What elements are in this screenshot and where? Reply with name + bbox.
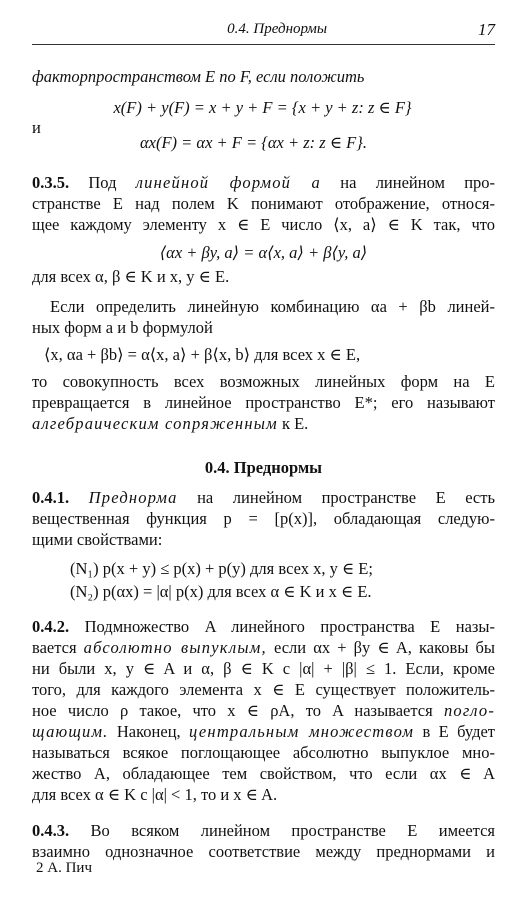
- text-line: для всех α ∈ K с |α| < 1, то и x ∈ A.: [32, 785, 278, 804]
- item-number: 0.4.1.: [32, 488, 70, 507]
- text-line: странстве E над полем K понимают отображение, относя-: [32, 194, 495, 213]
- text: ное число ρ такое, что x ∈ ρA, то A называется: [32, 701, 433, 720]
- page-number: 17: [478, 20, 495, 39]
- text: Подмножество A линейного пространства E назы-: [84, 617, 495, 636]
- axiom-n2: (N₂) p(αx) = |α| p(x) для всех α ∈ K и x ∈ E.: [70, 582, 372, 601]
- defined-term: абсолютно выпуклым,: [83, 638, 267, 657]
- text: Под: [88, 173, 117, 192]
- text: если αx + βy ∈ A, каковы бы: [273, 638, 496, 657]
- text-line: и: [32, 118, 41, 137]
- text-line: Если определить линейную комбинацию αa + βb линей-: [50, 297, 495, 316]
- text-line: щее каждому элементу x ∈ E число ⟨x, a⟩ ∈ K так, что: [32, 215, 495, 234]
- section-heading: 0.4. Преднормы: [204, 458, 323, 477]
- defined-term: линейной формой a: [135, 173, 322, 192]
- text-line: [32, 700, 495, 721]
- text-line: того, для каждого элемента x ∈ E существует положитель-: [32, 680, 495, 699]
- paragraph-0-3-5-line: [32, 172, 495, 193]
- text-line: вещественная функция p = [p(x)], обладающая следую-: [32, 509, 495, 528]
- text-line: щими свойствами:: [32, 530, 163, 549]
- text-line: [32, 637, 495, 658]
- text-line: факторпространством E по F, если положить: [32, 67, 365, 86]
- defined-term: центральным множеством: [189, 722, 415, 741]
- paragraph-0-4-1-line: [32, 487, 495, 508]
- text: к E.: [281, 414, 309, 433]
- defined-term: алгебраическим сопряженным: [32, 414, 278, 433]
- axiom-n1: (N₁) p(x + y) ≤ p(x) + p(y) для всех x, y ∈ E;: [70, 559, 373, 578]
- text-line: превращается в линейное пространство E*; его называют: [32, 393, 495, 412]
- item-number: 0.3.5.: [32, 173, 70, 192]
- defined-term: погло-: [443, 701, 496, 720]
- equation: ⟨αx + βy, a⟩ = α⟨x, a⟩ + β⟨y, a⟩: [159, 243, 368, 262]
- item-number: 0.4.3.: [32, 821, 70, 840]
- text-line: то совокупность всех возможных линейных форм на E: [32, 372, 495, 391]
- text-line: [32, 721, 495, 742]
- text: вается: [32, 638, 77, 657]
- text: Наконец,: [116, 722, 181, 741]
- text-line: называться всякое поглощающее абсолютно выпуклое мно-: [32, 743, 495, 762]
- text-line: взаимно однозначное соответствие между преднормами и: [32, 842, 495, 861]
- text: в E будет: [422, 722, 496, 741]
- item-number: 0.4.2.: [32, 617, 70, 636]
- printer-signature: 2 А. Пич: [36, 860, 92, 876]
- paragraph-0-4-2-line: [32, 616, 495, 637]
- text-line: ни были x, y ∈ A и α, β ∈ K с |α| + |β| ≤ 1. Если, кроме: [32, 659, 495, 678]
- defined-term: щающим.: [32, 722, 109, 741]
- text-line: для всех α, β ∈ K и x, y ∈ E.: [32, 267, 230, 286]
- equation: x(F) + y(F) = x + y + F = {x + y + z: z ∈ F}: [113, 98, 412, 117]
- text: на линейном пространстве E есть: [197, 488, 495, 507]
- equation: αx(F) = αx + F = {αx + z: z ∈ F}.: [140, 133, 367, 152]
- equation: ⟨x, αa + βb⟩ = α⟨x, a⟩ + β⟨x, b⟩ для всех x ∈ E,: [44, 345, 361, 364]
- running-title: 0.4. Преднормы: [227, 21, 327, 37]
- text-line: [32, 413, 495, 434]
- defined-term: Преднорма: [88, 488, 178, 507]
- running-header: [32, 0, 495, 45]
- paragraph-0-4-3-line: [32, 820, 495, 841]
- text-line: жество A, обладающее тем свойством, что если αx ∈ A: [32, 764, 495, 783]
- text-line: ных форм a и b формулой: [32, 318, 213, 337]
- text: на линейном про-: [340, 173, 496, 192]
- text: Во всяком линейном пространстве E имеется: [90, 821, 495, 840]
